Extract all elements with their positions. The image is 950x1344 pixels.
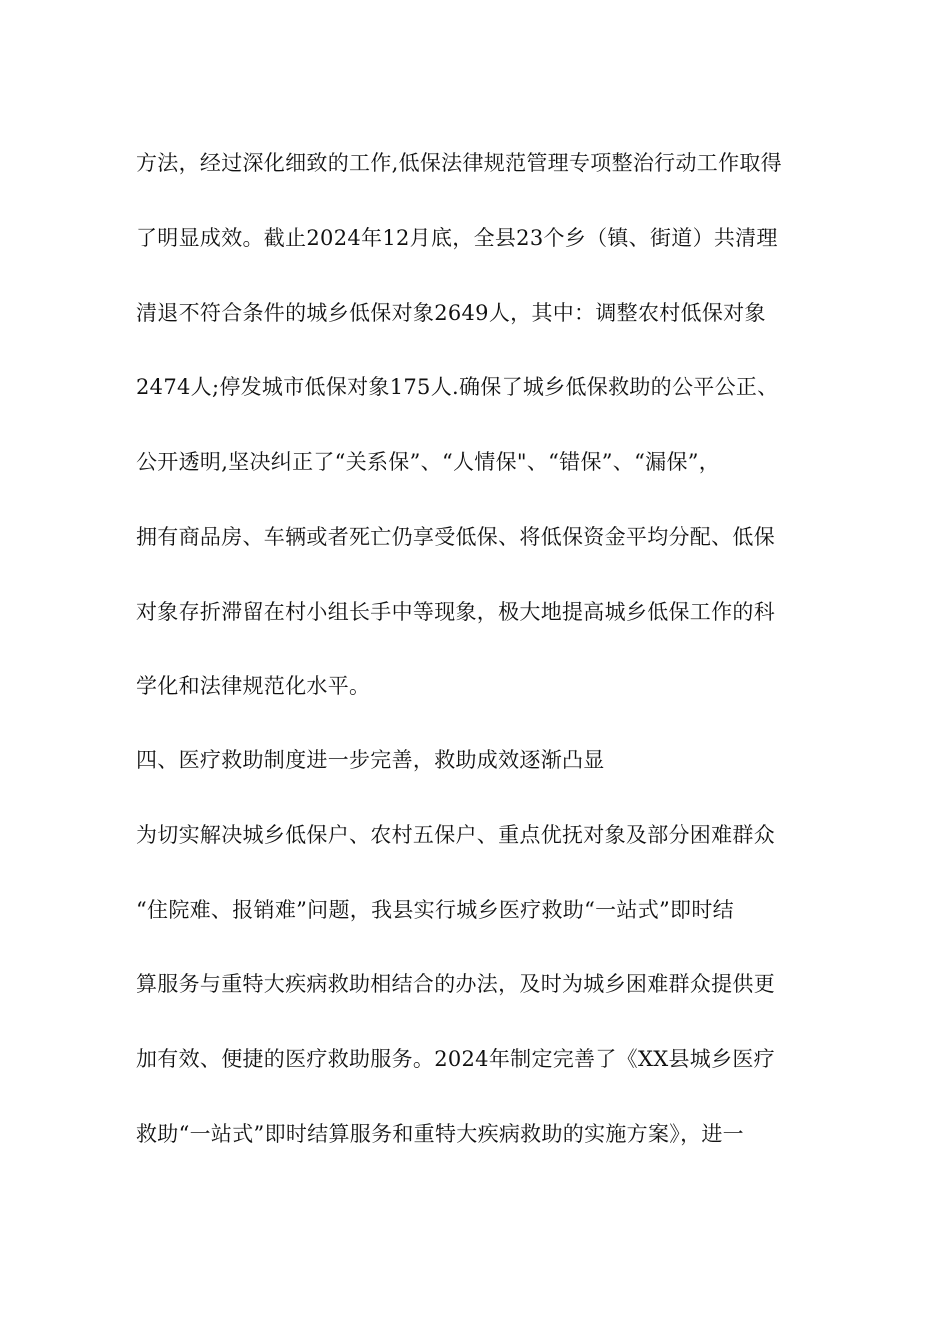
text-line: 清退不符合条件的城乡低保对象2649人，其中：调整农村低保对象 (136, 301, 766, 325)
text-line: 拥有商品房、车辆或者死亡仍享受低保、将低保资金平均分配、低保 (136, 525, 775, 549)
text-line: 2474人;停发城市低保对象175人.确保了城乡低保救助的公平公正、 (136, 375, 779, 399)
text-line: 为切实解决城乡低保户、农村五保户、重点优抚对象及部分困难群众 (136, 823, 775, 847)
text-line: 公开透明,坚决纠正了“关系保”、“人情保"、“错保”、“漏保”， (136, 450, 721, 474)
text-line: 对象存折滞留在村小组长手中等现象，极大地提高城乡低保工作的科 (136, 600, 775, 624)
text-line: 救助“一站式”即时结算服务和重特大疾病救助的实施方案》，进一 (136, 1122, 744, 1146)
text-line: “住院难、报销难”问题，我县实行城乡医疗救助“一站式”即时结 (136, 898, 734, 922)
text-line: 加有效、便捷的医疗救助服务。2024年制定完善了《XX县城乡医疗 (136, 1047, 775, 1071)
text-line: 算服务与重特大疾病救助相结合的办法，及时为城乡困难群众提供更 (136, 972, 775, 996)
text-line: 方法，经过深化细致的工作,低保法律规范管理专项整治行动工作取得 (136, 151, 782, 175)
section-heading: 四、医疗救助制度进一步完善，救助成效逐渐凸显 (136, 748, 605, 772)
text-line: 了明显成效。截止2024年12月底，全县23个乡（镇、街道）共清理 (136, 226, 778, 250)
text-line: 学化和法律规范化水平。 (136, 674, 371, 698)
